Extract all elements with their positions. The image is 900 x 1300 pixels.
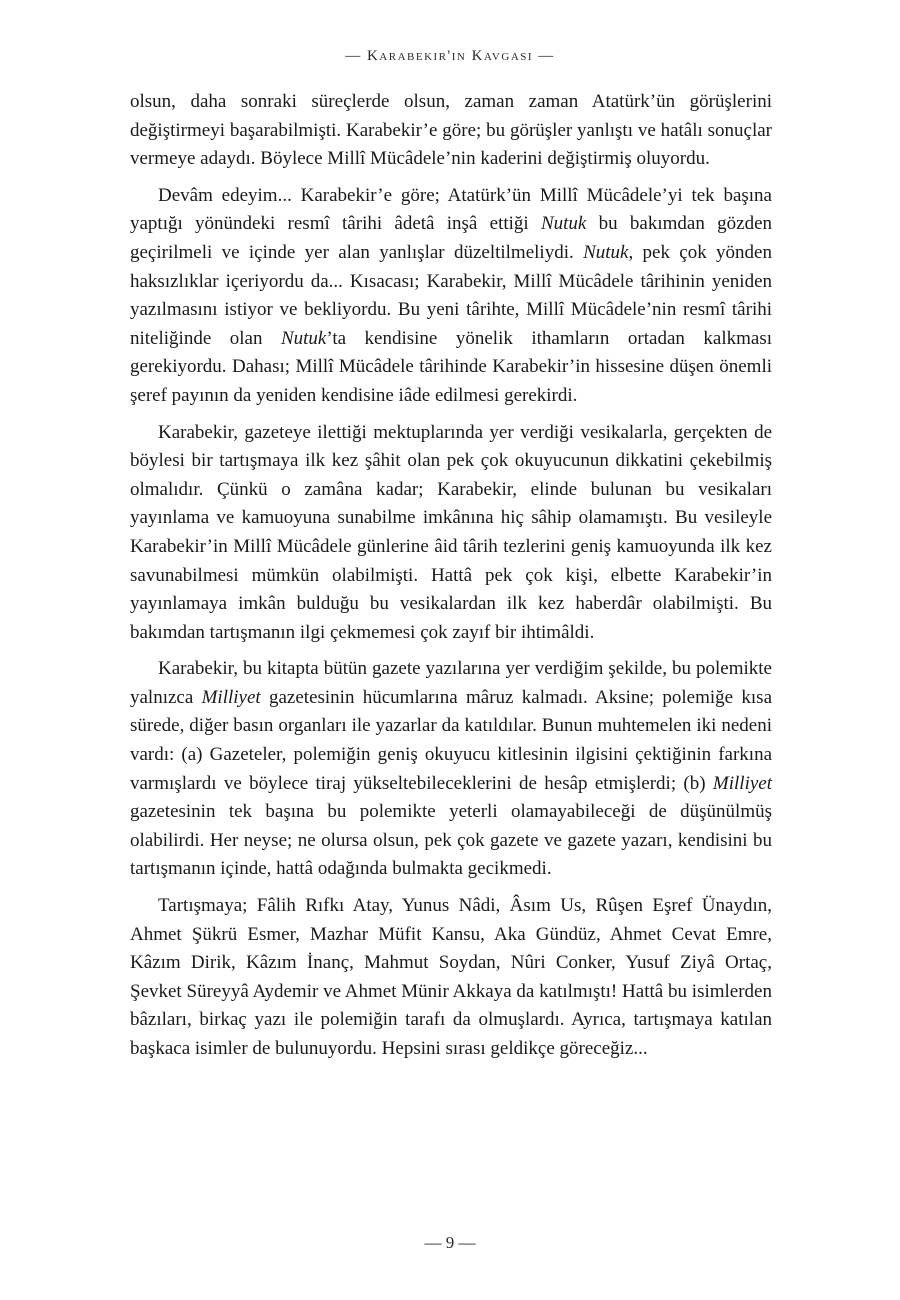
text-run: Devâm edeyim... Karabekir’e göre; Atatürk’ün Millî Mücâdele’yi tek başına yaptığı yönündeki resmî târihi âdetâ inşâ ettiği bbox=[130, 184, 772, 235]
text-run: Tartışmaya; Fâlih Rıfkı Atay, Yunus Nâdi, Âsım Us, Rûşen Eşref Ünaydın, Ahmet Şükrü Esmer, Mazhar Müfit Kansu, Aka Gündüz, Ahmet Cevat Emre, Kâzım Dirik, Kâzım İnanç, Mahmut Soydan, Nûri Conker, Yusuf Ziyâ Ortaç, Şevket Süreyyâ Aydemir ve Ahmet Münir Akkaya da katılmıştı! Hattâ bu isimlerden bâzıları, birkaç yazı ile polemiğin tarafı da olmuşlardı. Ayrıca, tartışmaya katılan başkaca isimler de bulunuyordu. Hepsini sırası geldikçe göreceğiz... bbox=[130, 895, 772, 1059]
running-header: — Karabekir'in Kavgası — bbox=[345, 48, 555, 64]
text-run: , pek çok yönden haksızlıklar içeriyordu da... Kısacası; Karabekir, Millî Mücâdele târihinin yeniden yazılmasını istiyor ve bekliyordu. Bu yeni târihte, Millî Mücâdele’nin resmî târihi niteliğinde olan bbox=[130, 241, 772, 349]
text-run: gazetesinin tek başına bu polemikte yeterli olamayabileceği de düşünülmüş olabilirdi. Her neyse; ne olursa olsun, pek çok gazete ve gazete yazarı, kendisini bu tartışmanın içinde, hattâ odağında bulmakta gecikmedi. bbox=[130, 801, 772, 880]
paragraph bbox=[130, 88, 772, 174]
text-run: olsun, daha sonraki süreçlerde olsun, zaman zaman Atatürk’ün görüşlerini değiştirmeyi başarabilmişti. Karabekir’e göre; bu görüşler yanlıştı ve hatâlı sonuçlar vermeye adaydı. Böylece Millî Mücâdele’nin kaderini değiştirmiş oluyordu. bbox=[130, 91, 772, 170]
text-run: bu bakımdan gözden geçirilmeli ve içinde yer alan yanlışlar düzeltilmeliydi. bbox=[130, 213, 772, 263]
paragraph bbox=[130, 655, 772, 884]
italic-title: Nutuk bbox=[583, 241, 629, 263]
text-run: Karabekir, gazeteye ilettiği mektuplarında yer verdiği vesikalarla, gerçekten de böylesi bir tartışmaya ilk kez şâhit olan pek çok okuyucunun dikkatini çekebilmiş olmalıdır. Çünkü o zamâna kadar; Karabekir, elinde bulunan bu vesikaları yayınlama ve kamuoyuna sunabilme imkânına hiç sâhip olamamıştı. Bu vesileyle Karabekir’in Millî Mücâdele günlerine âid târih tezlerini geniş kamuoyunda ilk kez savunabilmesi mümkün olabilmişti. Hattâ pek çok kişi, elbette Karabekir’in yayınlamaya imkân bulduğu bu vesikalardan ilk kez haberdâr olabilmişti. Bu bakımdan tartışmanın ilgi çekmemesi çok zayıf bir ihtimâldi. bbox=[130, 421, 772, 643]
paragraph bbox=[130, 892, 772, 1064]
paragraph bbox=[130, 182, 772, 411]
text-run: Karabekir, bu kitapta bütün gazete yazılarına yer verdiğim şekilde, bu polemikte yalnızca bbox=[130, 658, 772, 708]
text-run: gazetesinin hücumlarına mâruz kalmadı. Aksine; polemiğe kısa sürede, diğer basın organları ile yazarlar da katıldılar. Bunun muhtemelen iki nedeni vardı: (a) Gazeteler, polemiğin geniş okuyucu kitlesinin ilgisini çektiğinin farkına varmışlardı ve böylece tiraj yükseltebileceklerini de hesâp etmişlerdi; (b) bbox=[130, 686, 772, 794]
italic-title: Milliyet bbox=[712, 772, 772, 794]
italic-title: Nutuk bbox=[280, 327, 327, 349]
page-number: — 9 — bbox=[424, 1233, 476, 1252]
paragraph bbox=[130, 419, 772, 648]
body-text bbox=[130, 88, 772, 1072]
italic-title: Nutuk bbox=[540, 213, 587, 235]
italic-title: Milliyet bbox=[201, 686, 261, 708]
text-run: ’ta kendisine yönelik ithamların ortadan kalkması gerekiyordu. Dahası; Millî Mücâdele târihinde Karabekir’in hissesine düşen önemli şeref payının da yeniden kendisine iâde edilmesi gerekirdi. bbox=[130, 327, 772, 406]
